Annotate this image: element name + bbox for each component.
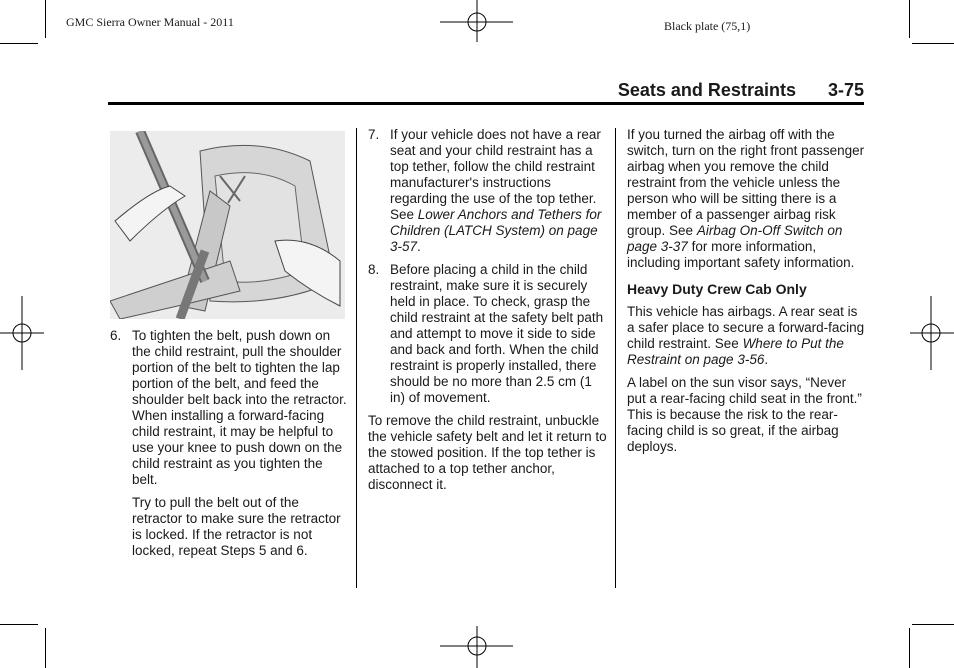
paragraph: To remove the child restraint, unbuckle the vehicle safety belt and let it return to the stowed position. If the top tether is attached to a top tether anchor, disconnect it. xyxy=(368,413,607,492)
subsection-heading: Heavy Duty Crew Cab Only xyxy=(627,281,807,297)
step-note: Try to pull the belt out of the retractor to make sure the retractor is locked. If the retractor is not locked, repeat Steps 5 and 6. xyxy=(132,495,341,558)
paragraph-text-end: . xyxy=(764,352,769,367)
paragraph-text: If you turned the airbag off with the switch, turn on the right front passenger airbag when you remove the child restraint from the vehicle unless the person who will be sitting there is a member of a passenger airbag risk group. See xyxy=(627,127,865,238)
step-8 xyxy=(368,262,608,406)
step-text: To tighten the belt, push down on the child restraint, pull the shoulder portion of the belt to tighten the lap portion of the belt, and feed the shoulder belt back into the retractor. When installing a forward-facing child restraint, it may be helpful to use your knee to push down on the child restraint as you tighten the belt. xyxy=(132,328,347,487)
step-text: Before placing a child in the child restraint, make sure it is securely held in place. To check, grasp the child restraint at the safety belt path and attempt to move it side to side and back and forth. When the child restraint is properly installed, there should be no more than 2.5 cm (1 in) of movement. xyxy=(390,262,604,405)
cross-reference-link[interactable]: Lower Anchors and Tethers for Children (LATCH System) on page 3-57 xyxy=(390,207,602,254)
paragraph-text: This vehicle has airbags. A rear seat is a safer place to secure a forward-facing child restraint. See xyxy=(627,304,865,351)
paragraph: A label on the sun visor says, “Never put a rear-facing child seat in the front.” This is because the risk to the rear-facing child is so great, if the airbag deploys. xyxy=(627,375,862,454)
paragraph xyxy=(627,304,865,368)
step-7 xyxy=(368,127,608,255)
cross-reference-link[interactable]: Airbag On-Off Switch on page 3-37 xyxy=(627,223,843,254)
step-text-body: If your vehicle does not have a rear seat and your child restraint has a top tether, follow the child restraint manufacturer's instructions regarding the use of the top tether. See xyxy=(390,127,601,222)
section-name: Seats and Restraints xyxy=(617,80,796,100)
plate-label: Black plate (75,1) xyxy=(664,19,751,33)
step-text-end: . xyxy=(417,239,421,254)
step-6 xyxy=(110,328,348,559)
child-seat-belt-drawing xyxy=(110,131,345,319)
title-rule xyxy=(108,102,864,105)
column-divider-2 xyxy=(615,128,616,588)
paragraph-text-end: for more information, including important safety information. xyxy=(627,239,855,270)
step-number: 6. xyxy=(110,328,122,343)
cross-reference-link[interactable]: Where to Put the Restraint on page 3-56 xyxy=(627,336,844,367)
step-number: 8. xyxy=(368,262,380,277)
step-number: 7. xyxy=(368,127,380,142)
section-title xyxy=(618,80,864,101)
manual-running-header: GMC Sierra Owner Manual - 2011 xyxy=(66,15,234,29)
column-2 xyxy=(368,127,608,500)
step-text xyxy=(390,127,608,255)
child-restraint-illustration xyxy=(110,131,345,319)
paragraph xyxy=(627,127,865,271)
page-number: 3-75 xyxy=(827,80,864,100)
column-3 xyxy=(627,127,865,462)
column-divider-1 xyxy=(356,128,357,588)
column-1 xyxy=(110,328,348,566)
